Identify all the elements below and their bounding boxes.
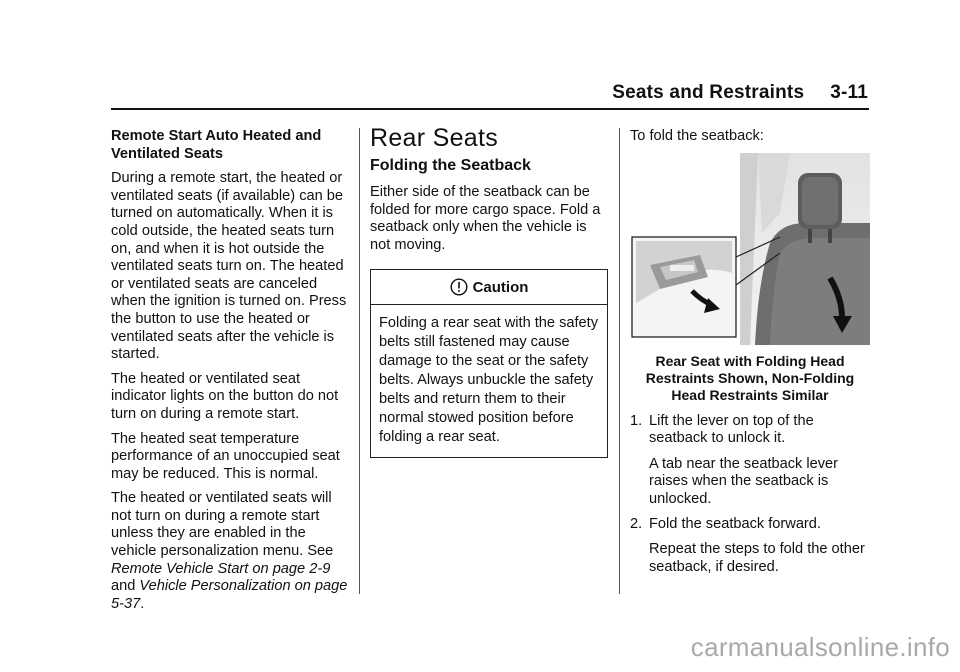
- paragraph: The heated or ventilated seat indicator lights on the button do not turn on during a remote start.: [111, 370, 339, 422]
- step-note: Repeat the steps to fold the other seatback, if desired.: [649, 541, 865, 575]
- section-title: Seats and Restraints: [612, 82, 805, 103]
- step-note: A tab near the seatback lever raises when the seatback is unlocked.: [649, 455, 839, 507]
- warning-icon: [450, 278, 468, 296]
- cross-reference-link[interactable]: Remote Vehicle Start on page 2-9: [111, 560, 331, 577]
- paragraph: To fold the seatback:: [630, 128, 764, 144]
- figure-caption: Rear Seat with Folding Head Restraints Shown, Non-Folding Head Restraints Similar: [645, 352, 855, 403]
- header-rule: [111, 108, 869, 110]
- paragraph: The heated or ventilated seats will not turn on during a remote start unless they are enabled in the vehicle personalization menu. See Remote Vehicle Start on page 2-9 and Vehicle Personalization on page 5-37.: [111, 490, 348, 612]
- caution-header: [371, 270, 607, 306]
- seat-illustration: [630, 153, 870, 345]
- subsection-title: Folding the Seatback: [370, 156, 531, 174]
- watermark-text: carmanualsonline.info: [690, 632, 950, 662]
- column-divider-1: [359, 128, 360, 594]
- page-number: 3-11: [830, 82, 868, 103]
- caution-text: Folding a rear seat with the safety belts still fastened may cause damage to the seat or the safety belts. Always unbuckle the safety belts and return them to their normal stowed position before folding a rear seat.: [379, 315, 599, 446]
- page-title: Rear Seats: [370, 124, 499, 152]
- section-heading: Remote Start Auto Heated and Ventilated Seats: [111, 128, 322, 162]
- step-text: Lift the lever on top of the seatback to unlock it.: [649, 412, 814, 447]
- step-number: 1.: [630, 412, 643, 429]
- list-item: [630, 413, 870, 448]
- column-right: [630, 128, 870, 583]
- paragraph: The heated seat temperature performance of an unoccupied seat may be reduced. This is normal.: [111, 430, 340, 482]
- column-middle: [370, 124, 608, 458]
- caution-title: Caution: [472, 278, 529, 296]
- step-number: 2.: [630, 515, 643, 532]
- paragraph: During a remote start, the heated or ventilated seats (if available) can be turned on automatically. When it is cold outside, the heated seats turn on, and when it is hot outside the ventilated seats turn on. The heated or ventilated seats are canceled when the ignition is turned on. Press the button to use the heated or ventilated seats after the vehicle is started.: [111, 170, 347, 363]
- column-left: [111, 128, 349, 620]
- page-header: [0, 82, 868, 104]
- paragraph: Either side of the seatback can be folded for more cargo space. Fold a seatback only when the vehicle is not moving.: [370, 184, 601, 253]
- list-item: [630, 516, 870, 534]
- step-text: Fold the seatback forward.: [649, 515, 821, 532]
- cross-reference-link[interactable]: Vehicle Personalization on page 5-37: [111, 578, 348, 612]
- rear-seat-fold-illustration: [630, 153, 870, 345]
- caution-box: [370, 269, 608, 459]
- column-divider-2: [619, 128, 620, 594]
